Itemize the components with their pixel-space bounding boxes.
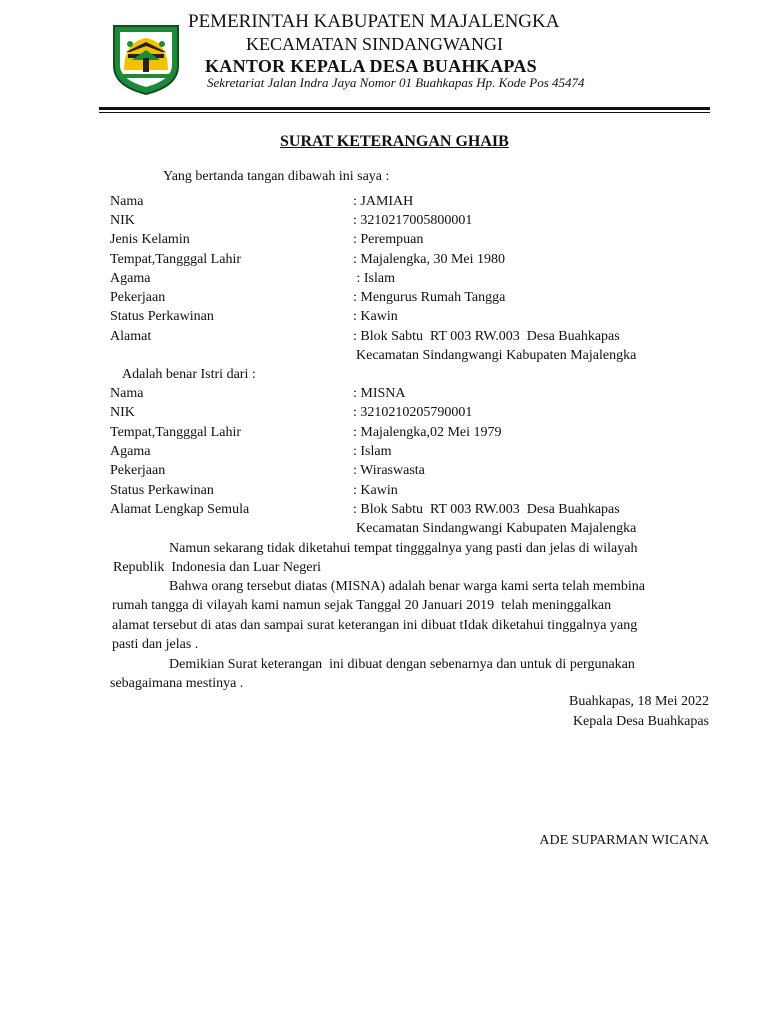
row-label: Pekerjaan xyxy=(110,463,166,478)
row-value: : Perempuan xyxy=(353,232,424,247)
header-government: PEMERINTAH KABUPATEN MAJALENGKA xyxy=(188,11,560,32)
header-office: KANTOR KEPALA DESA BUAHKAPAS xyxy=(205,56,537,76)
row-label: Alamat xyxy=(110,329,152,344)
row-label: Status Perkawinan xyxy=(110,309,214,324)
signature-position: Kepala Desa Buahkapas xyxy=(572,714,709,729)
relation-text: Adalah benar Istri dari : xyxy=(122,367,256,382)
row-label: Status Perkawinan xyxy=(110,483,214,498)
row-label: Nama xyxy=(110,386,144,401)
paragraph-2-line-4: pasti dan jelas . xyxy=(112,637,199,652)
paragraph-3-line-1: Demikian Surat keterangan ini dibuat dengan sebenarnya dan untuk di pergunakan xyxy=(169,657,635,672)
row-label: Agama xyxy=(110,271,151,286)
row-value: : Islam xyxy=(353,271,395,286)
row-value: : Wiraswasta xyxy=(353,463,425,478)
regency-emblem-icon xyxy=(110,20,182,96)
paragraph-1-line-1: Namun sekarang tidak diketahui tempat tingggalnya yang pasti dan jelas di wilayah xyxy=(169,541,638,556)
intro-text: Yang bertanda tangan dibawah ini saya : xyxy=(163,169,390,184)
row-value: : MISNA xyxy=(353,386,406,401)
row-label: Alamat Lengkap Semula xyxy=(110,502,250,517)
paragraph-2-line-2: rumah tangga di vilayah kami namun sejak Tanggal 20 Januari 2019 telah meninggalkan xyxy=(112,598,612,613)
document-title: SURAT KETERANGAN GHAIB xyxy=(280,133,509,150)
paragraph-3-line-2: sebagaimana mestinya . xyxy=(110,676,244,691)
header-divider-thick xyxy=(99,107,710,110)
paragraph-2-line-1: Bahwa orang tersebut diatas (MISNA) adalah benar warga kami serta telah membina xyxy=(169,579,645,594)
header-divider-thin xyxy=(99,112,710,113)
row-label: Jenis Kelamin xyxy=(110,232,190,247)
row-value: : Kawin xyxy=(353,309,398,324)
row-label: Tempat,Tangggal Lahir xyxy=(110,252,241,267)
row-value: : Kawin xyxy=(353,483,398,498)
row-label: NIK xyxy=(110,213,135,228)
person1-address-continued: Kecamatan Sindangwangi Kabupaten Majalengka xyxy=(356,348,637,363)
header-address: Sekretariat Jalan Indra Jaya Nomor 01 Buahkapas Hp. Kode Pos 45474 xyxy=(207,75,585,90)
row-label: Nama xyxy=(110,194,144,209)
row-value: : Majalengka,02 Mei 1979 xyxy=(353,425,502,440)
row-value: : Blok Sabtu RT 003 RW.003 Desa Buahkapas xyxy=(353,329,620,344)
row-label: Pekerjaan xyxy=(110,290,166,305)
header-district: KECAMATAN SINDANGWANGI xyxy=(246,34,504,54)
signature-place-date: Buahkapas, 18 Mei 2022 xyxy=(569,694,709,709)
paragraph-1-line-2: Republik Indonesia dan Luar Negeri xyxy=(113,560,321,575)
person2-address-continued: Kecamatan Sindangwangi Kabupaten Majalengka xyxy=(356,521,637,536)
signature-name: ADE SUPARMAN WICANA xyxy=(539,833,709,848)
paragraph-2-line-3: alamat tersebut di atas dan sampai surat keterangan ini dibuat tIdak diketahui tinggalnya yang xyxy=(112,618,638,633)
row-value: : Mengurus Rumah Tangga xyxy=(353,290,506,305)
row-value: : 3210210205790001 xyxy=(353,405,473,420)
row-value: : Blok Sabtu RT 003 RW.003 Desa Buahkapas xyxy=(353,502,620,517)
row-value: : 3210217005800001 xyxy=(353,213,473,228)
row-label: Agama xyxy=(110,444,151,459)
row-value: : Islam xyxy=(353,444,392,459)
row-label: NIK xyxy=(110,405,135,420)
row-label: Tempat,Tangggal Lahir xyxy=(110,425,241,440)
row-value: : Majalengka, 30 Mei 1980 xyxy=(353,252,506,267)
row-value: : JAMIAH xyxy=(353,194,414,209)
